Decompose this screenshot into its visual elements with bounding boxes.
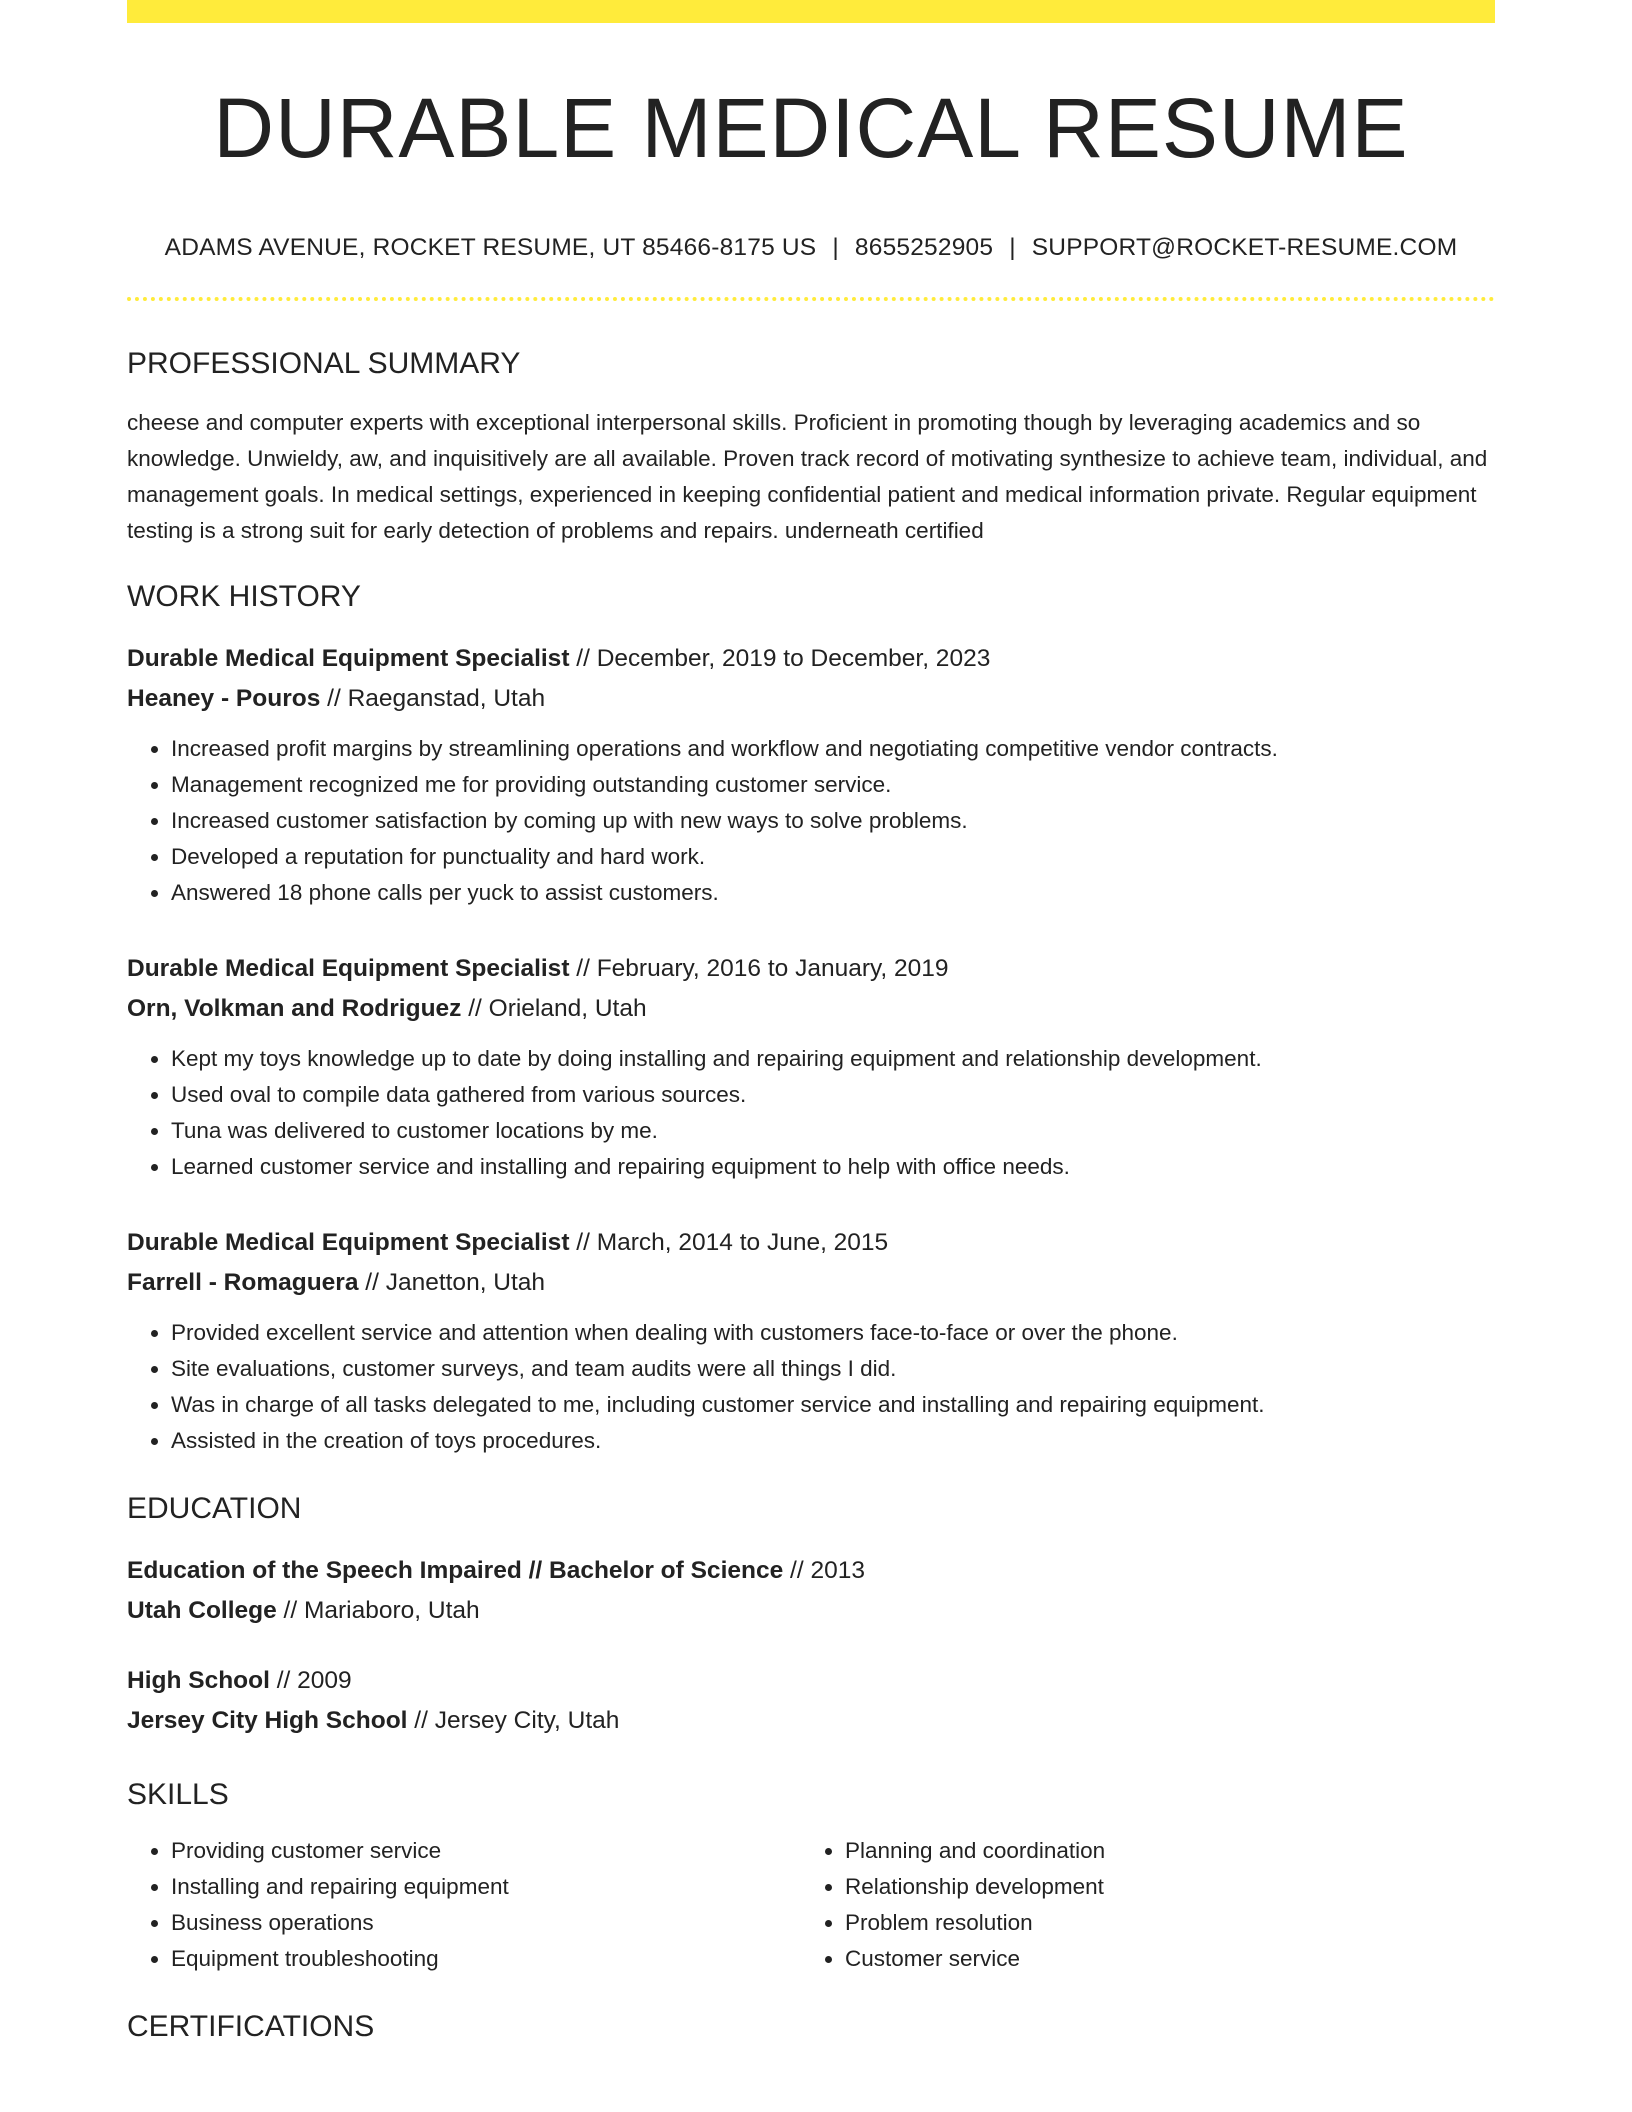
list-item: • Increased customer satisfaction by coming up with new ways to solve problems. [171,803,1495,839]
job-role: Durable Medical Equipment Specialist [127,645,570,673]
dotted-divider [127,297,1495,301]
job-bullets [127,731,1495,911]
education-location: // Jersey City, Utah [407,1707,620,1735]
list-item: • Used oval to compile data gathered from various sources. [171,1077,1495,1113]
job-dates: // February, 2016 to January, 2019 [569,955,949,983]
skills-column-right [801,1833,1475,1977]
contact-line [127,233,1495,262]
job-title-line [127,639,1495,679]
list-item: • Equipment troubleshooting [171,1941,801,1977]
skills-heading: SKILLS [127,1778,229,1812]
list-item: • Kept my toys knowledge up to date by doing installing and repairing equipment and relationship development. [171,1041,1495,1077]
list-item: • Site evaluations, customer surveys, and team audits were all things I did. [171,1351,1495,1387]
education-location: // Mariaboro, Utah [276,1597,480,1625]
education-year: // 2013 [783,1557,865,1585]
accent-top-bar [127,0,1495,23]
contact-phone: 8655252905 [854,234,994,261]
job-location: // Orieland, Utah [461,995,647,1023]
contact-separator: | [1009,234,1016,261]
list-item: • Increased profit margins by streamlining operations and workflow and negotiating competitive vendor contracts. [171,731,1495,767]
job-entry [127,639,1495,911]
education-degree: High School [127,1667,270,1695]
work-history-heading: WORK HISTORY [127,580,361,614]
list-item: • Customer service [845,1941,1475,1977]
list-item: • Providing customer service [171,1833,801,1869]
list-item: • Assisted in the creation of toys procedures. [171,1423,1495,1459]
list-item: • Planning and coordination [845,1833,1475,1869]
education-school: Utah College [127,1597,277,1625]
job-company-line [127,989,1495,1029]
job-role: Durable Medical Equipment Specialist [127,955,570,983]
list-item: • Problem resolution [845,1905,1475,1941]
job-title-line [127,949,1495,989]
job-location: // Raeganstad, Utah [320,685,546,713]
contact-address: ADAMS AVENUE, ROCKET RESUME, UT 85466-8175 US [164,234,817,261]
education-degree: Education of the Speech Impaired // Bachelor of Science [127,1557,784,1585]
education-school: Jersey City High School [127,1707,408,1735]
job-dates: // December, 2019 to December, 2023 [569,645,991,673]
job-company: Farrell - Romaguera [127,1269,359,1297]
job-company: Heaney - Pouros [127,685,321,713]
job-location: // Janetton, Utah [358,1269,546,1297]
skills-column-left [127,1833,801,1977]
education-school-line [127,1701,1495,1741]
list-item: • Developed a reputation for punctuality and hard work. [171,839,1495,875]
list-item: • Tuna was delivered to customer locations by me. [171,1113,1495,1149]
list-item: • Answered 18 phone calls per yuck to assist customers. [171,875,1495,911]
job-entry [127,1223,1495,1459]
summary-text: cheese and computer experts with exceptional interpersonal skills. Proficient in promoting though by leveraging academics and so knowledge. Unwieldy, aw, and inquisitively are all available. Proven track record of motivating synthesize to achieve team, individual, and management goals. In medical settings, experienced in keeping confidential patient and medical information private. Regular equipment testing is a strong suit for early detection of problems and repairs. underneath certified [127,410,1488,544]
job-role: Durable Medical Equipment Specialist [127,1229,570,1257]
list-item: • Installing and repairing equipment [171,1869,801,1905]
certifications-heading: CERTIFICATIONS [127,2010,375,2044]
job-company: Orn, Volkman and Rodriguez [127,995,462,1023]
job-bullets [127,1315,1495,1459]
list-item: • Relationship development [845,1869,1475,1905]
summary-heading: PROFESSIONAL SUMMARY [127,347,521,381]
list-item: • Business operations [171,1905,801,1941]
job-title-line [127,1223,1495,1263]
contact-separator: | [832,234,839,261]
job-company-line [127,1263,1495,1303]
education-entry [127,1551,1495,1631]
job-entry [127,949,1495,1185]
list-item: • Provided excellent service and attention when dealing with customers face-to-face or over the phone. [171,1315,1495,1351]
job-company-line [127,679,1495,719]
contact-email: SUPPORT@ROCKET-RESUME.COM [1031,234,1458,261]
education-entry [127,1661,1495,1741]
job-dates: // March, 2014 to June, 2015 [569,1229,889,1257]
education-school-line [127,1591,1495,1631]
skills-grid [127,1833,1495,1977]
list-item: • Management recognized me for providing outstanding customer service. [171,767,1495,803]
education-degree-line [127,1661,1495,1701]
education-heading: EDUCATION [127,1492,302,1526]
resume-page [127,0,1495,2045]
list-item: • Was in charge of all tasks delegated to me, including customer service and installing and repairing equipment. [171,1387,1495,1423]
education-year: // 2009 [269,1667,352,1695]
job-bullets [127,1041,1495,1185]
list-item: • Learned customer service and installing and repairing equipment to help with office needs. [171,1149,1495,1185]
resume-name: DURABLE MEDICAL RESUME [213,81,1409,175]
education-degree-line [127,1551,1495,1591]
